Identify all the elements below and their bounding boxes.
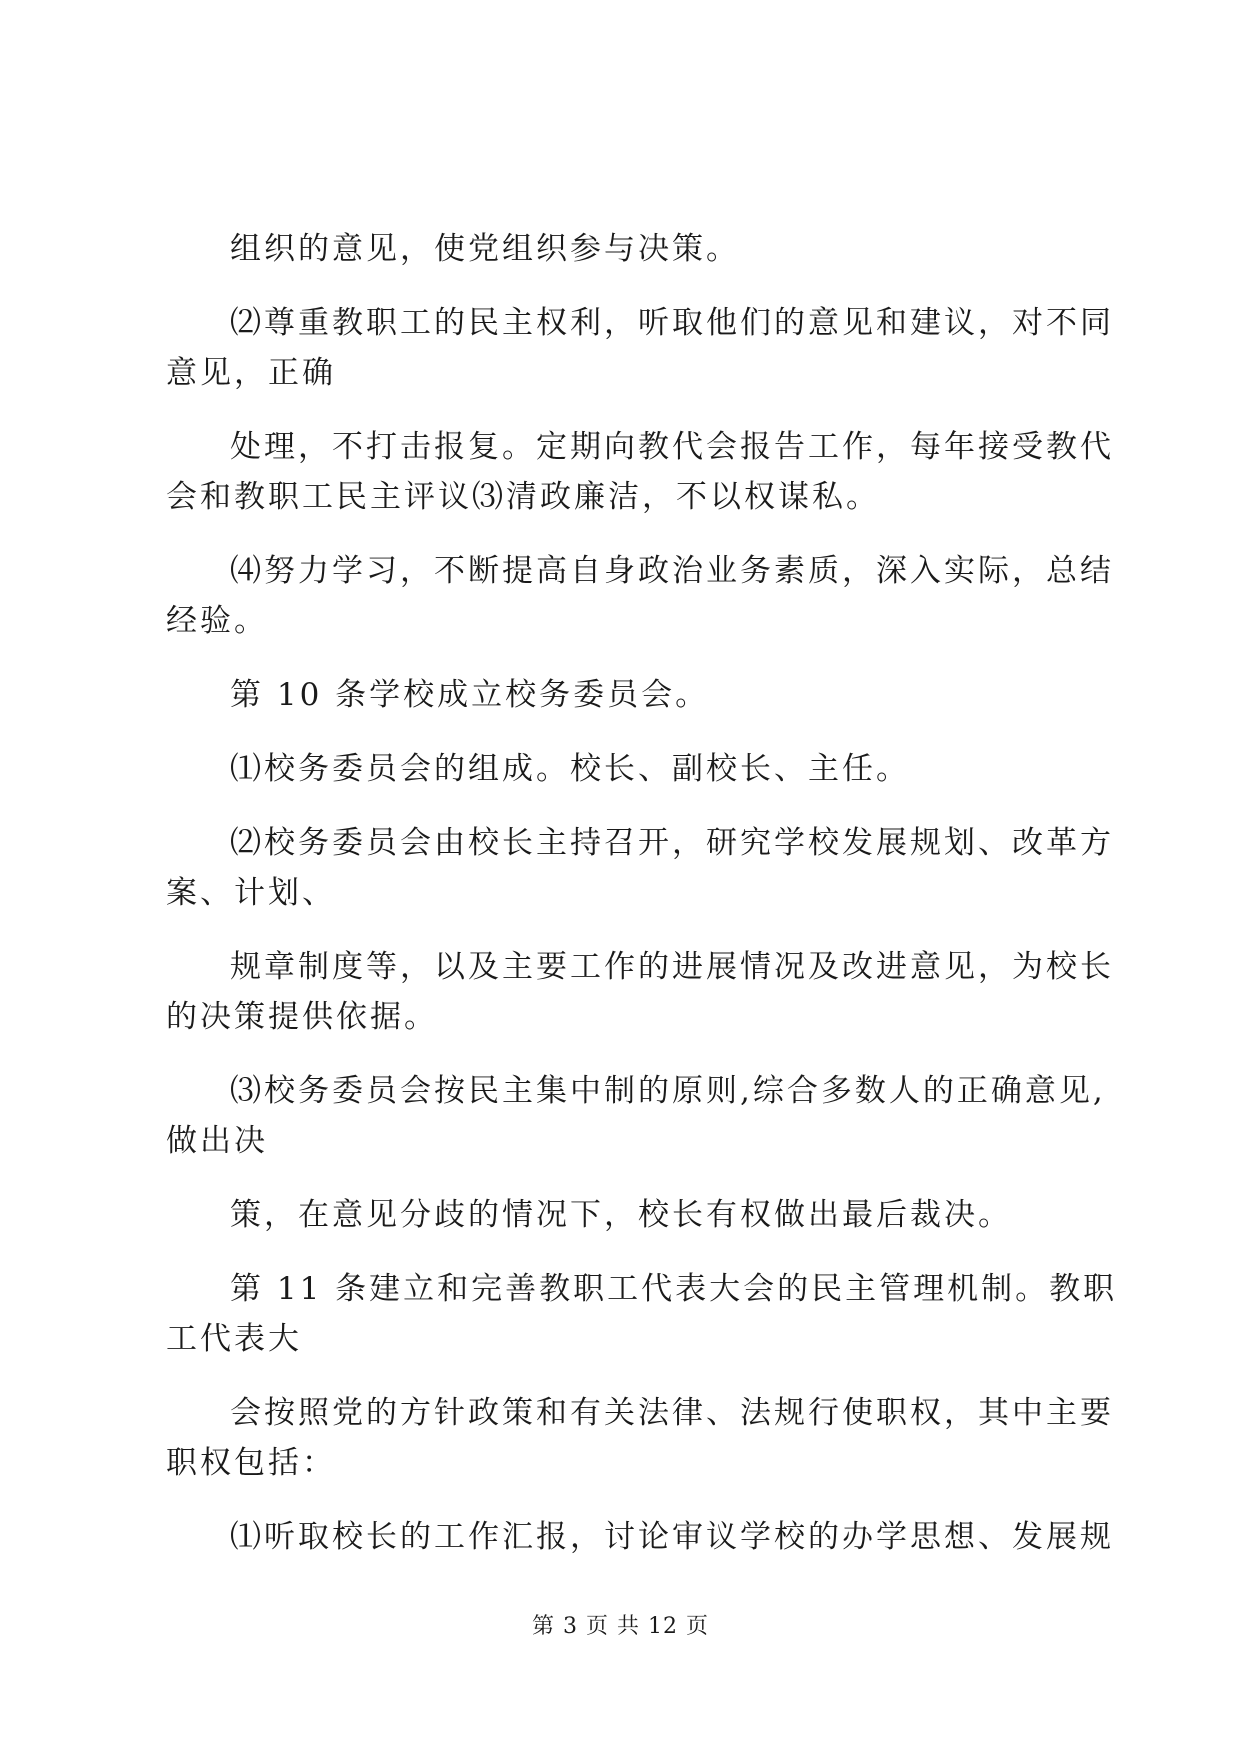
text-line: 第 11 条建立和完善教职工代表大会的民主管理机制。教职 [230, 1271, 1118, 1307]
text-line: ⑵尊重教职工的民主权利，听取他们的意见和建议，对不同 [230, 305, 1114, 341]
text-line: 工代表大 [166, 1321, 302, 1357]
text-line: 规章制度等，以及主要工作的进展情况及改进意见，为校长 [230, 949, 1114, 985]
text-line: ⑶校务委员会按民主集中制的原则,综合多数人的正确意见, [230, 1073, 1106, 1109]
text-line: ⑴听取校长的工作汇报，讨论审议学校的办学思想、发展规 [230, 1519, 1114, 1555]
text-line: 第 10 条学校成立校务委员会。 [230, 677, 710, 713]
page-number-footer: 第 3 页 共 12 页 [532, 1614, 709, 1639]
text-line: 做出决 [166, 1123, 268, 1159]
text-line: 会和教职工民主评议⑶清政廉洁，不以权谋私。 [166, 479, 880, 515]
document-body [166, 224, 1118, 1562]
text-line: 处理，不打击报复。定期向教代会报告工作，每年接受教代 [230, 429, 1114, 465]
text-line: 经验。 [166, 603, 268, 639]
text-line: 会按照党的方针政策和有关法律、法规行使职权，其中主要 [230, 1395, 1114, 1431]
text-line: 策，在意见分歧的情况下，校长有权做出最后裁决。 [230, 1197, 1012, 1233]
text-line: 组织的意见，使党组织参与决策。 [230, 231, 740, 267]
text-line: ⑴校务委员会的组成。校长、副校长、主任。 [230, 751, 910, 787]
text-line: ⑷努力学习，不断提高自身政治业务素质，深入实际，总结 [230, 553, 1114, 589]
text-line: 职权包括： [166, 1445, 336, 1481]
text-line: ⑵校务委员会由校长主持召开，研究学校发展规划、改革方 [230, 825, 1114, 861]
text-line: 的决策提供依据。 [166, 999, 438, 1035]
text-line: 案、计划、 [166, 875, 336, 911]
text-line: 意见，正确 [166, 355, 336, 391]
